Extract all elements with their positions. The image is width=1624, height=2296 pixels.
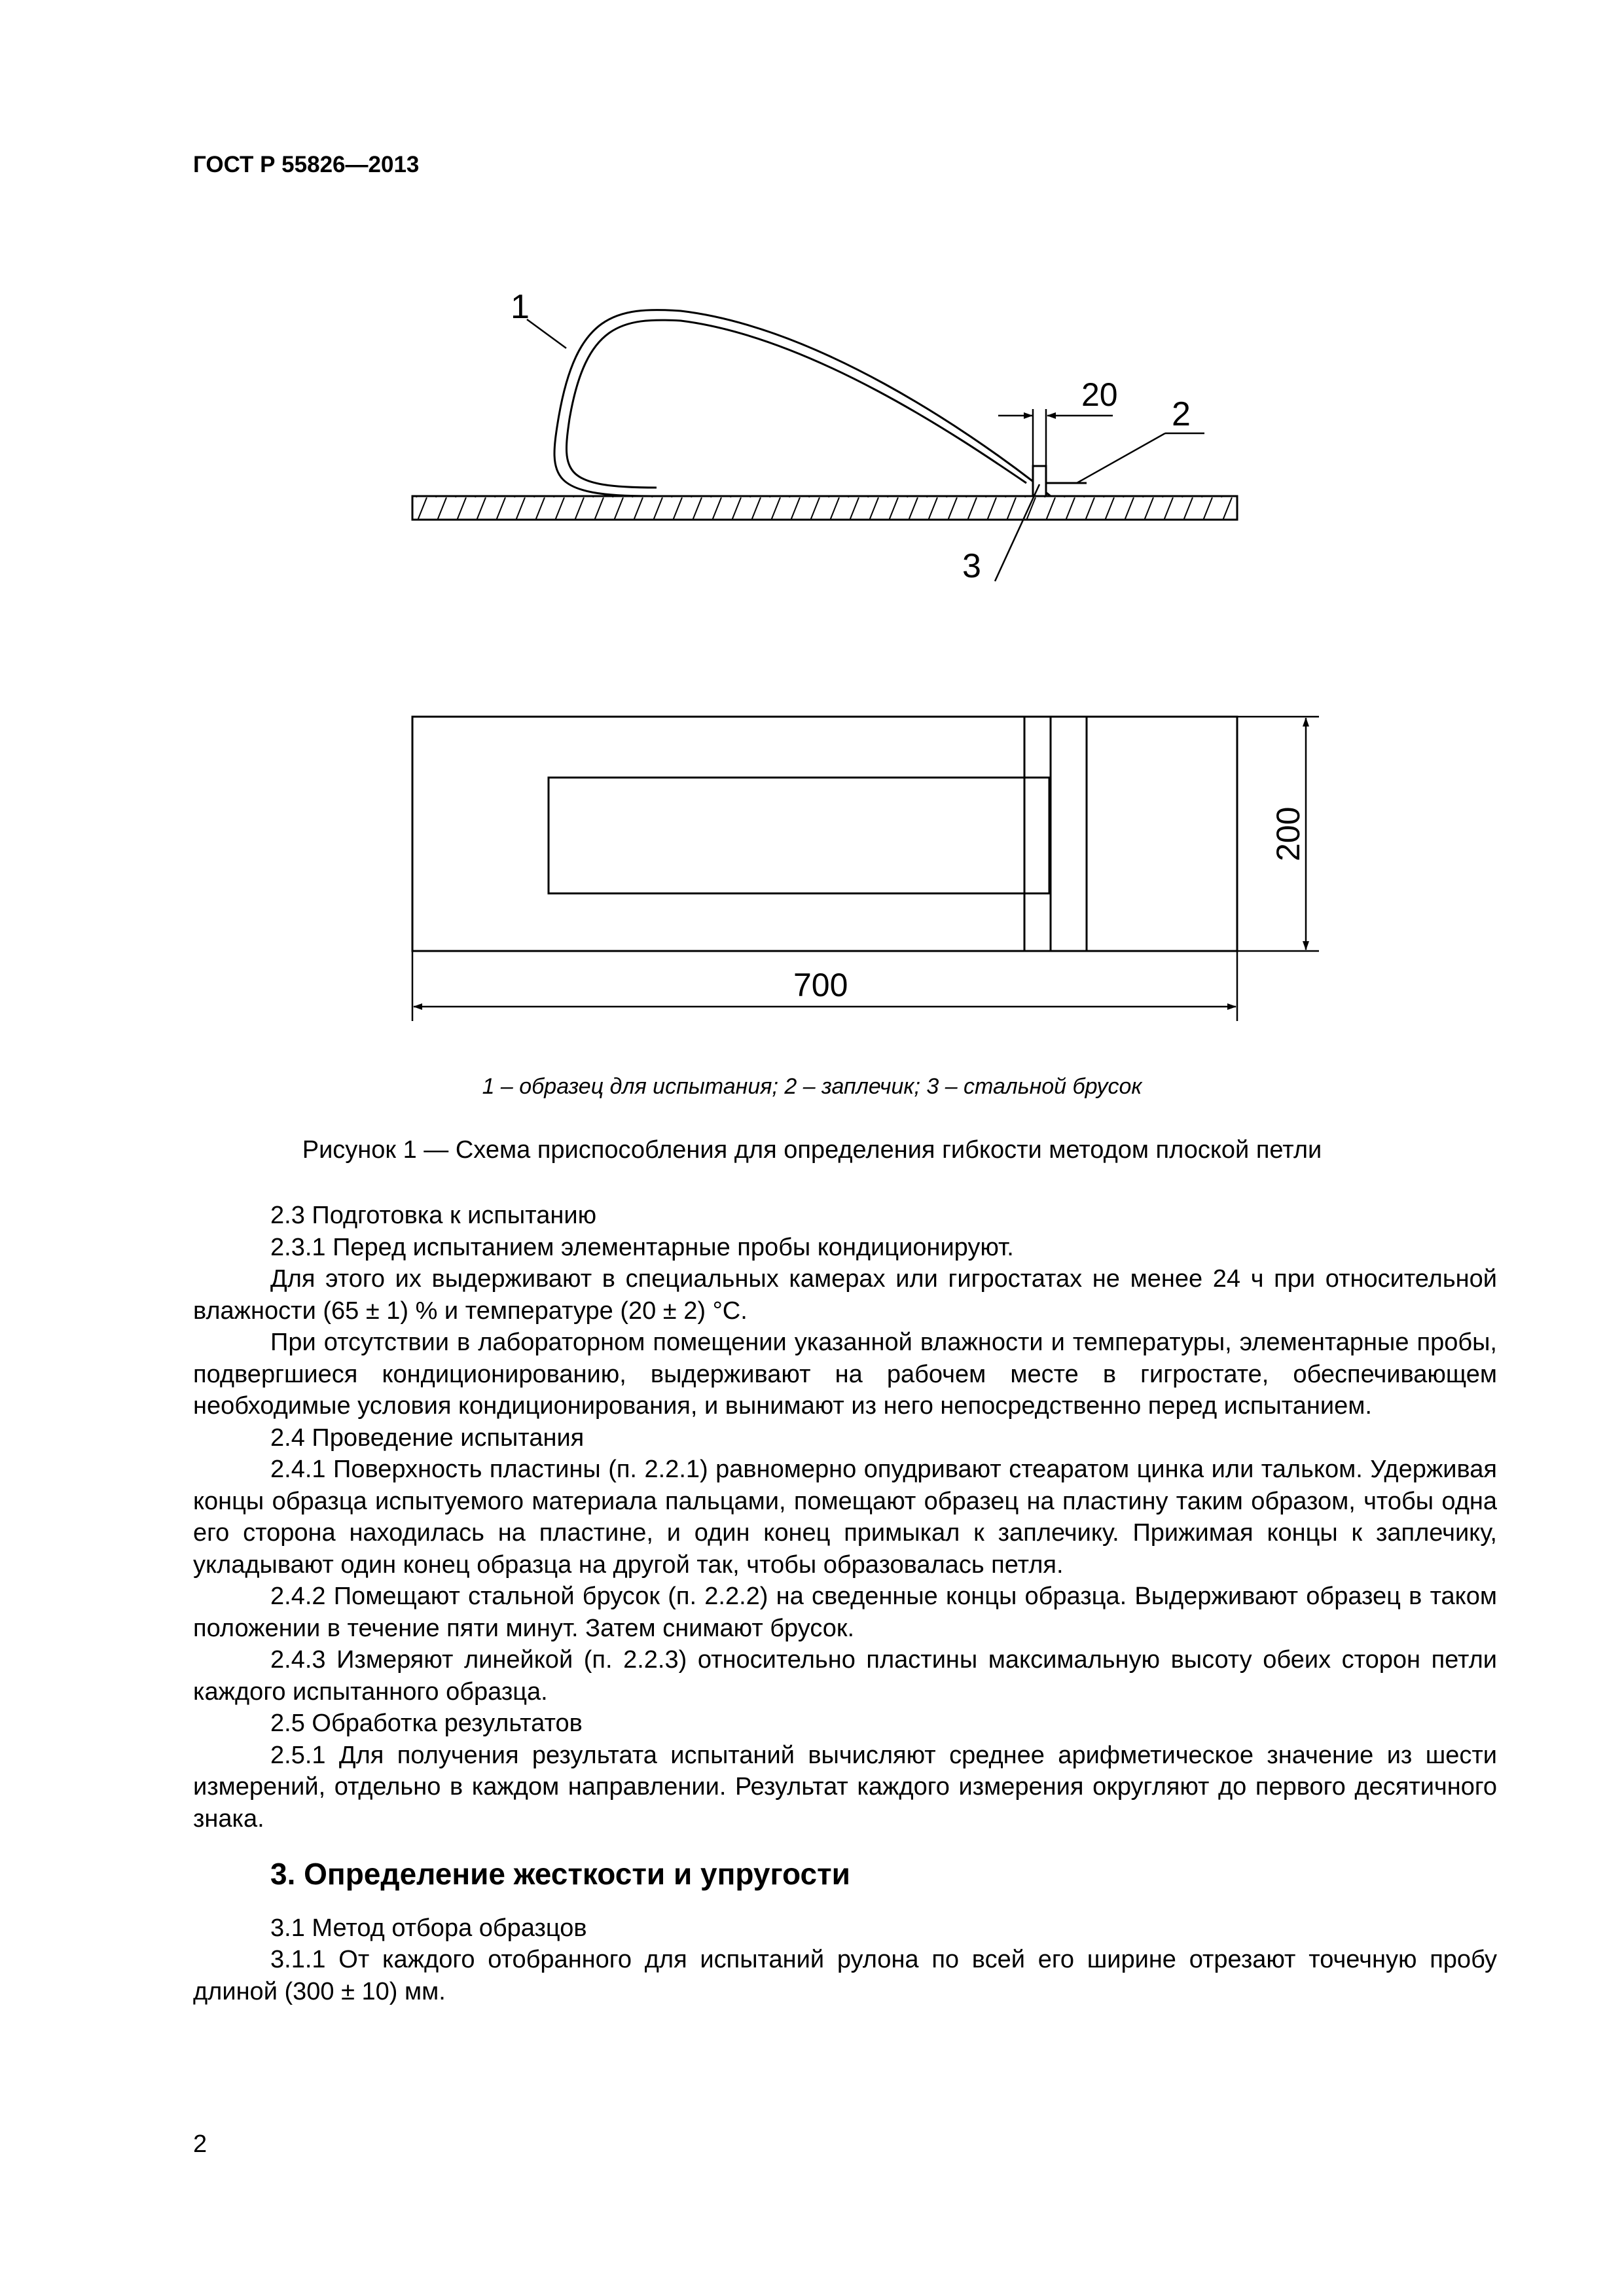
paragraph: 2.4.3 Измеряют линейкой (п. 2.2.3) относительно пластины максимальную высоту обеих сторон петли каждого испытанного образца. [193,1646,1497,1706]
paragraph: Для этого их выдерживают в специальных камерах или гигростатах не менее 24 ч при относительной влажности (65 ± 1) % и температуре (20 ± 2) °С. [193,1265,1497,1325]
svg-text:2: 2 [1172,395,1191,433]
figure-1-drawing [0,0,1624,1060]
plan-view [412,717,1237,951]
svg-text:3: 3 [962,547,981,585]
dimension-700-label: 700 [793,967,848,1003]
paragraph: 2.3 Подготовка к испытанию [270,1202,597,1229]
paragraph: 3.1 Метод отбора образцов [270,1914,587,1942]
figure-legend: 1 – образец для испытания; 2 – заплечик; 3 – стальной брусок [482,1074,1142,1099]
paragraph: 2.4.2 Помещают стальной брусок (п. 2.2.2) на сведенные концы образца. Выдерживают образец в таком положении в течение пяти минут. Затем снимают брусок. [193,1583,1497,1642]
callout-1 [511,288,566,348]
document-code: ГОСТ Р 55826—2013 [193,152,420,177]
paragraph: При отсутствии в лабораторном помещении указанной влажности и температуры, элементарные пробы, подвергшиеся кондиционированию, выдерживают на рабочем месте в гигростате, обеспечивающем необходимые условия кондиционирования, и вынимают из него непосредственно перед испытанием. [193,1329,1497,1420]
page-number: 2 [193,2130,208,2158]
section-heading: 3. Определение жесткости и упругости [270,1857,850,1891]
paragraph: 2.5 Обработка результатов [270,1710,583,1737]
body-text [193,1200,1497,2007]
figure-caption: Рисунок 1 — Схема приспособления для определения гибкости методом плоской петли [302,1136,1322,1164]
paragraph: 2.5.1 Для получения результата испытаний вычисляют среднее арифметическое значение из шести измерений, отдельно в каждом направлении. Результат каждого измерения округляют до первого десятичного знака. [193,1741,1497,1833]
paragraph: 3.1.1 От каждого отобранного для испытаний рулона по всей его ширине отрезают точечную пробу длиной (300 ± 10) мм. [193,1946,1497,2005]
dimension-20 [998,409,1113,466]
sample-loop [554,310,1051,496]
paragraph: 2.4 Проведение испытания [270,1424,585,1452]
paragraph: 2.4.1 Поверхность пластины (п. 2.2.1) равномерно опудривают стеаратом цинка или тальком. Удерживая концы образца испытуемого материала пальцами, помещают образец на пластину таким образом, чтобы одна его сторона находилась на пластине, и один конец примыкал к заплечику. Прижимая концы к заплечику, укладывают один конец образца на другой так, чтобы образовалась петля. [193,1456,1497,1579]
dimension-200-label: 200 [1270,806,1307,861]
steel-bar [1033,466,1046,496]
dimension-20-label: 20 [1081,376,1118,413]
paragraph: 2.3.1 Перед испытанием элементарные пробы кондиционируют. [270,1233,1014,1261]
base-plate [412,496,1237,520]
svg-text:1: 1 [511,288,530,326]
